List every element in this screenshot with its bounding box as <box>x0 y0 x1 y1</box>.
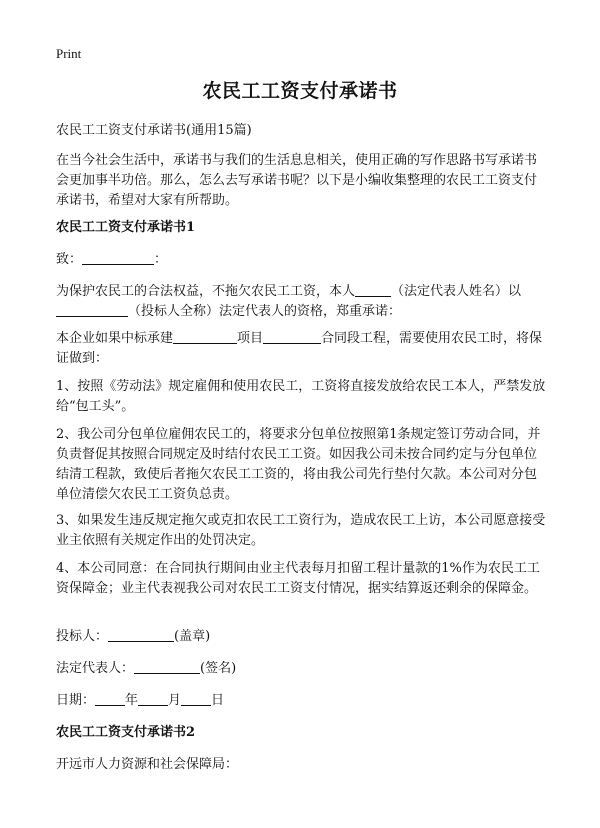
bidder-seal-note: (盖章) <box>174 629 211 644</box>
bidder-name-blank <box>56 302 128 317</box>
bidder-signature-line <box>56 627 546 647</box>
bidder-seal-blank <box>108 627 174 642</box>
legal-rep-sign-blank <box>134 659 200 674</box>
project-text-a: 本企业如果中标承建 <box>56 331 174 346</box>
day-blank <box>181 691 211 706</box>
day-label: 日 <box>211 693 225 708</box>
document-subtitle: 农民工工资支付承诺书(通用15篇) <box>56 123 252 138</box>
year-label: 年 <box>125 693 139 708</box>
addressee-suffix: ： <box>154 252 168 267</box>
item-3: 3、如果发生违反规定拖欠或克扣农民工工资行为，造成农民工上访，本公司愿意接受业主依照有关规定作出的处罚决定。 <box>56 513 546 548</box>
pledge-text-c: （投标人全称）法定代表人的资格，郑重承诺： <box>128 304 402 319</box>
addressee-prefix: 致： <box>56 252 83 267</box>
project-text-c: 合同段工程，需要使用农民工时，将保证做到： <box>56 331 543 366</box>
section2-addressee: 开远市人力资源和社会保障局： <box>56 757 239 772</box>
year-blank <box>95 691 125 706</box>
print-label: Print <box>56 46 82 61</box>
legal-rep-sign-note: (签名) <box>200 661 237 676</box>
pledge-text-a: 为保护农民工的合法权益，不拖欠农民工工资，本人 <box>56 284 356 299</box>
item-2: 2、我公司分包单位雇佣农民工的，将要求分包单位按照第1条规定签订劳动合同，并负责督促其按照合同规定及时结付农民工工资。如因我公司未按合同约定与分包单位结清工程款，致使后者拖欠农民工工资的，将由我公司先行垫付欠款。本公司对分包单位清偿欠农民工工资负总责。 <box>56 427 541 502</box>
legal-rep-signature-line <box>56 659 546 679</box>
page-title: 农民工工资支付承诺书 <box>202 80 398 102</box>
addressee-line <box>56 250 546 270</box>
section1-heading: 农民工工资支付承诺书1 <box>56 220 196 235</box>
project-name-blank <box>173 329 237 344</box>
pledge-paragraph <box>56 282 546 322</box>
item-4: 4、本公司同意：在合同执行期间由业主代表每月扣留工程计量款的1%作为农民工工资保障金；业主代表视我公司对农民工工资支付情况，据实结算返还剩余的保障金。 <box>56 561 540 596</box>
item-1: 1、按照《劳动法》规定雇佣和使用农民工，工资将直接发放给农民工本人，严禁发放给“包工头”。 <box>56 379 546 414</box>
contract-section-blank <box>263 329 321 344</box>
section2-heading: 农民工工资支付承诺书2 <box>56 725 196 740</box>
month-blank <box>138 691 168 706</box>
date-label: 日期： <box>56 693 96 708</box>
project-text-b: 项目 <box>237 331 264 346</box>
addressee-blank <box>82 250 154 265</box>
bidder-label: 投标人： <box>56 629 109 644</box>
legal-rep-name-blank <box>355 282 391 297</box>
date-line <box>56 691 546 711</box>
legal-rep-label: 法定代表人： <box>56 661 135 676</box>
intro-paragraph: 在当今社会生活中，承诺书与我们的生活息息相关，使用正确的写作思路书写承诺书会更加事半功倍。那么，怎么去写承诺书呢？以下是小编收集整理的农民工工资支付承诺书，希望对大家有所帮助。 <box>56 153 538 208</box>
month-label: 月 <box>168 693 182 708</box>
project-paragraph <box>56 329 546 369</box>
pledge-text-b: （法定代表人姓名）以 <box>391 284 522 299</box>
